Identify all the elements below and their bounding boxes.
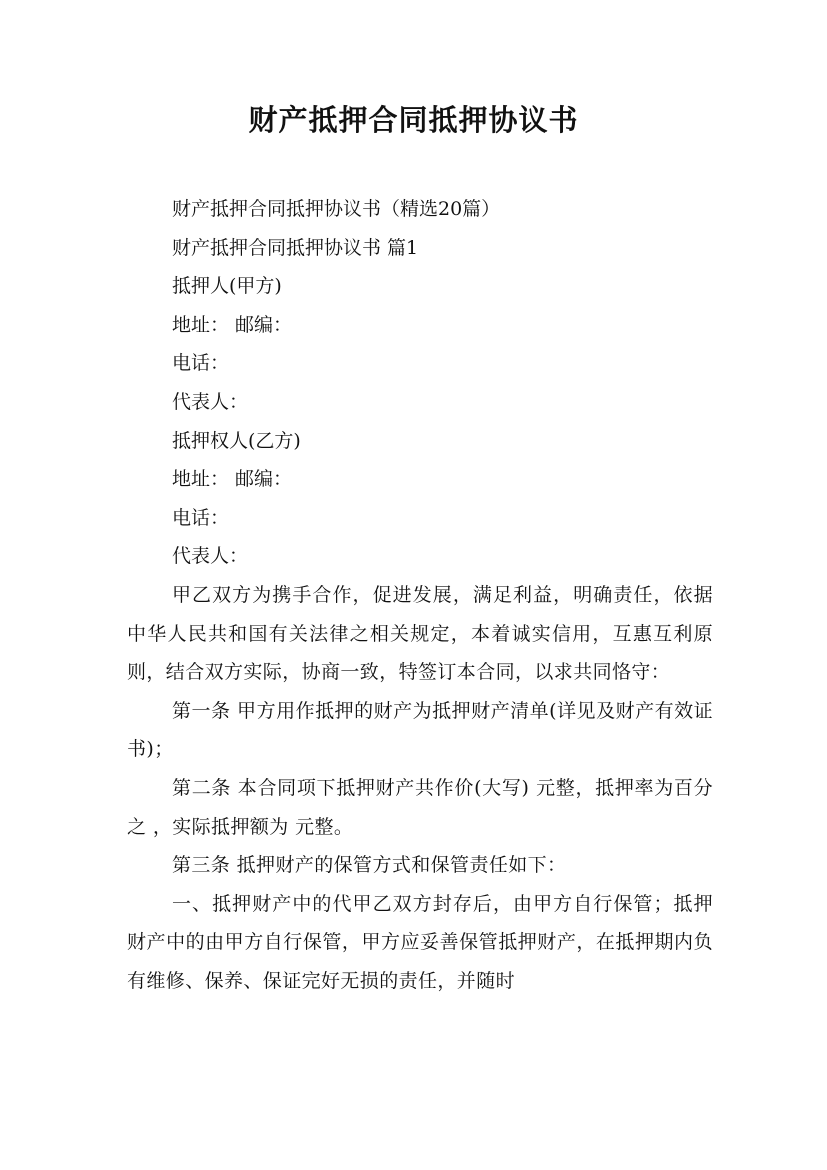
text-line: 代表人： [172,390,249,413]
body-paragraph: 第三条 抵押财产的保管方式和保管责任如下： [172,854,567,877]
text-line: 电话： [172,506,230,529]
document-body [127,190,713,1000]
body-paragraph: 一、抵押财产中的代甲乙双方封存后，由甲方自行保管；抵押财产中的由甲方自行保管，甲方应妥善保管抵押财产，在抵押期内负有维修、保养、保证完好无损的责任，并随时 [127,892,713,992]
text-line: 地址： 邮编： [172,468,293,491]
body-paragraph: 第二条 本合同项下抵押财产共作价(大写) 元整，抵押率为百分之 ，实际抵押额为 元整。 [127,776,713,838]
text-line: 代表人： [172,545,249,568]
text-line: 电话： [172,352,230,375]
text-line: 财产抵押合同抵押协议书（精选20篇） [172,198,501,220]
text-line: 抵押权人(乙方) [172,429,301,452]
body-paragraph: 甲乙双方为携手合作，促进发展，满足利益，明确责任，依据中华人民共和国有关法律之相关规定，本着诚实信用，互惠互利原则，结合双方实际，协商一致，特签订本合同，以求共同恪守： [127,583,713,684]
text-line: 财产抵押合同抵押协议书 篇1 [172,236,419,259]
text-line: 地址： 邮编： [172,313,293,336]
body-paragraph: 第一条 甲方用作抵押的财产为抵押财产清单(详见及财产有效证书)； [127,699,713,761]
text-line: 抵押人(甲方) [172,275,282,298]
document-title: 财产抵押合同抵押协议书 [248,103,579,137]
